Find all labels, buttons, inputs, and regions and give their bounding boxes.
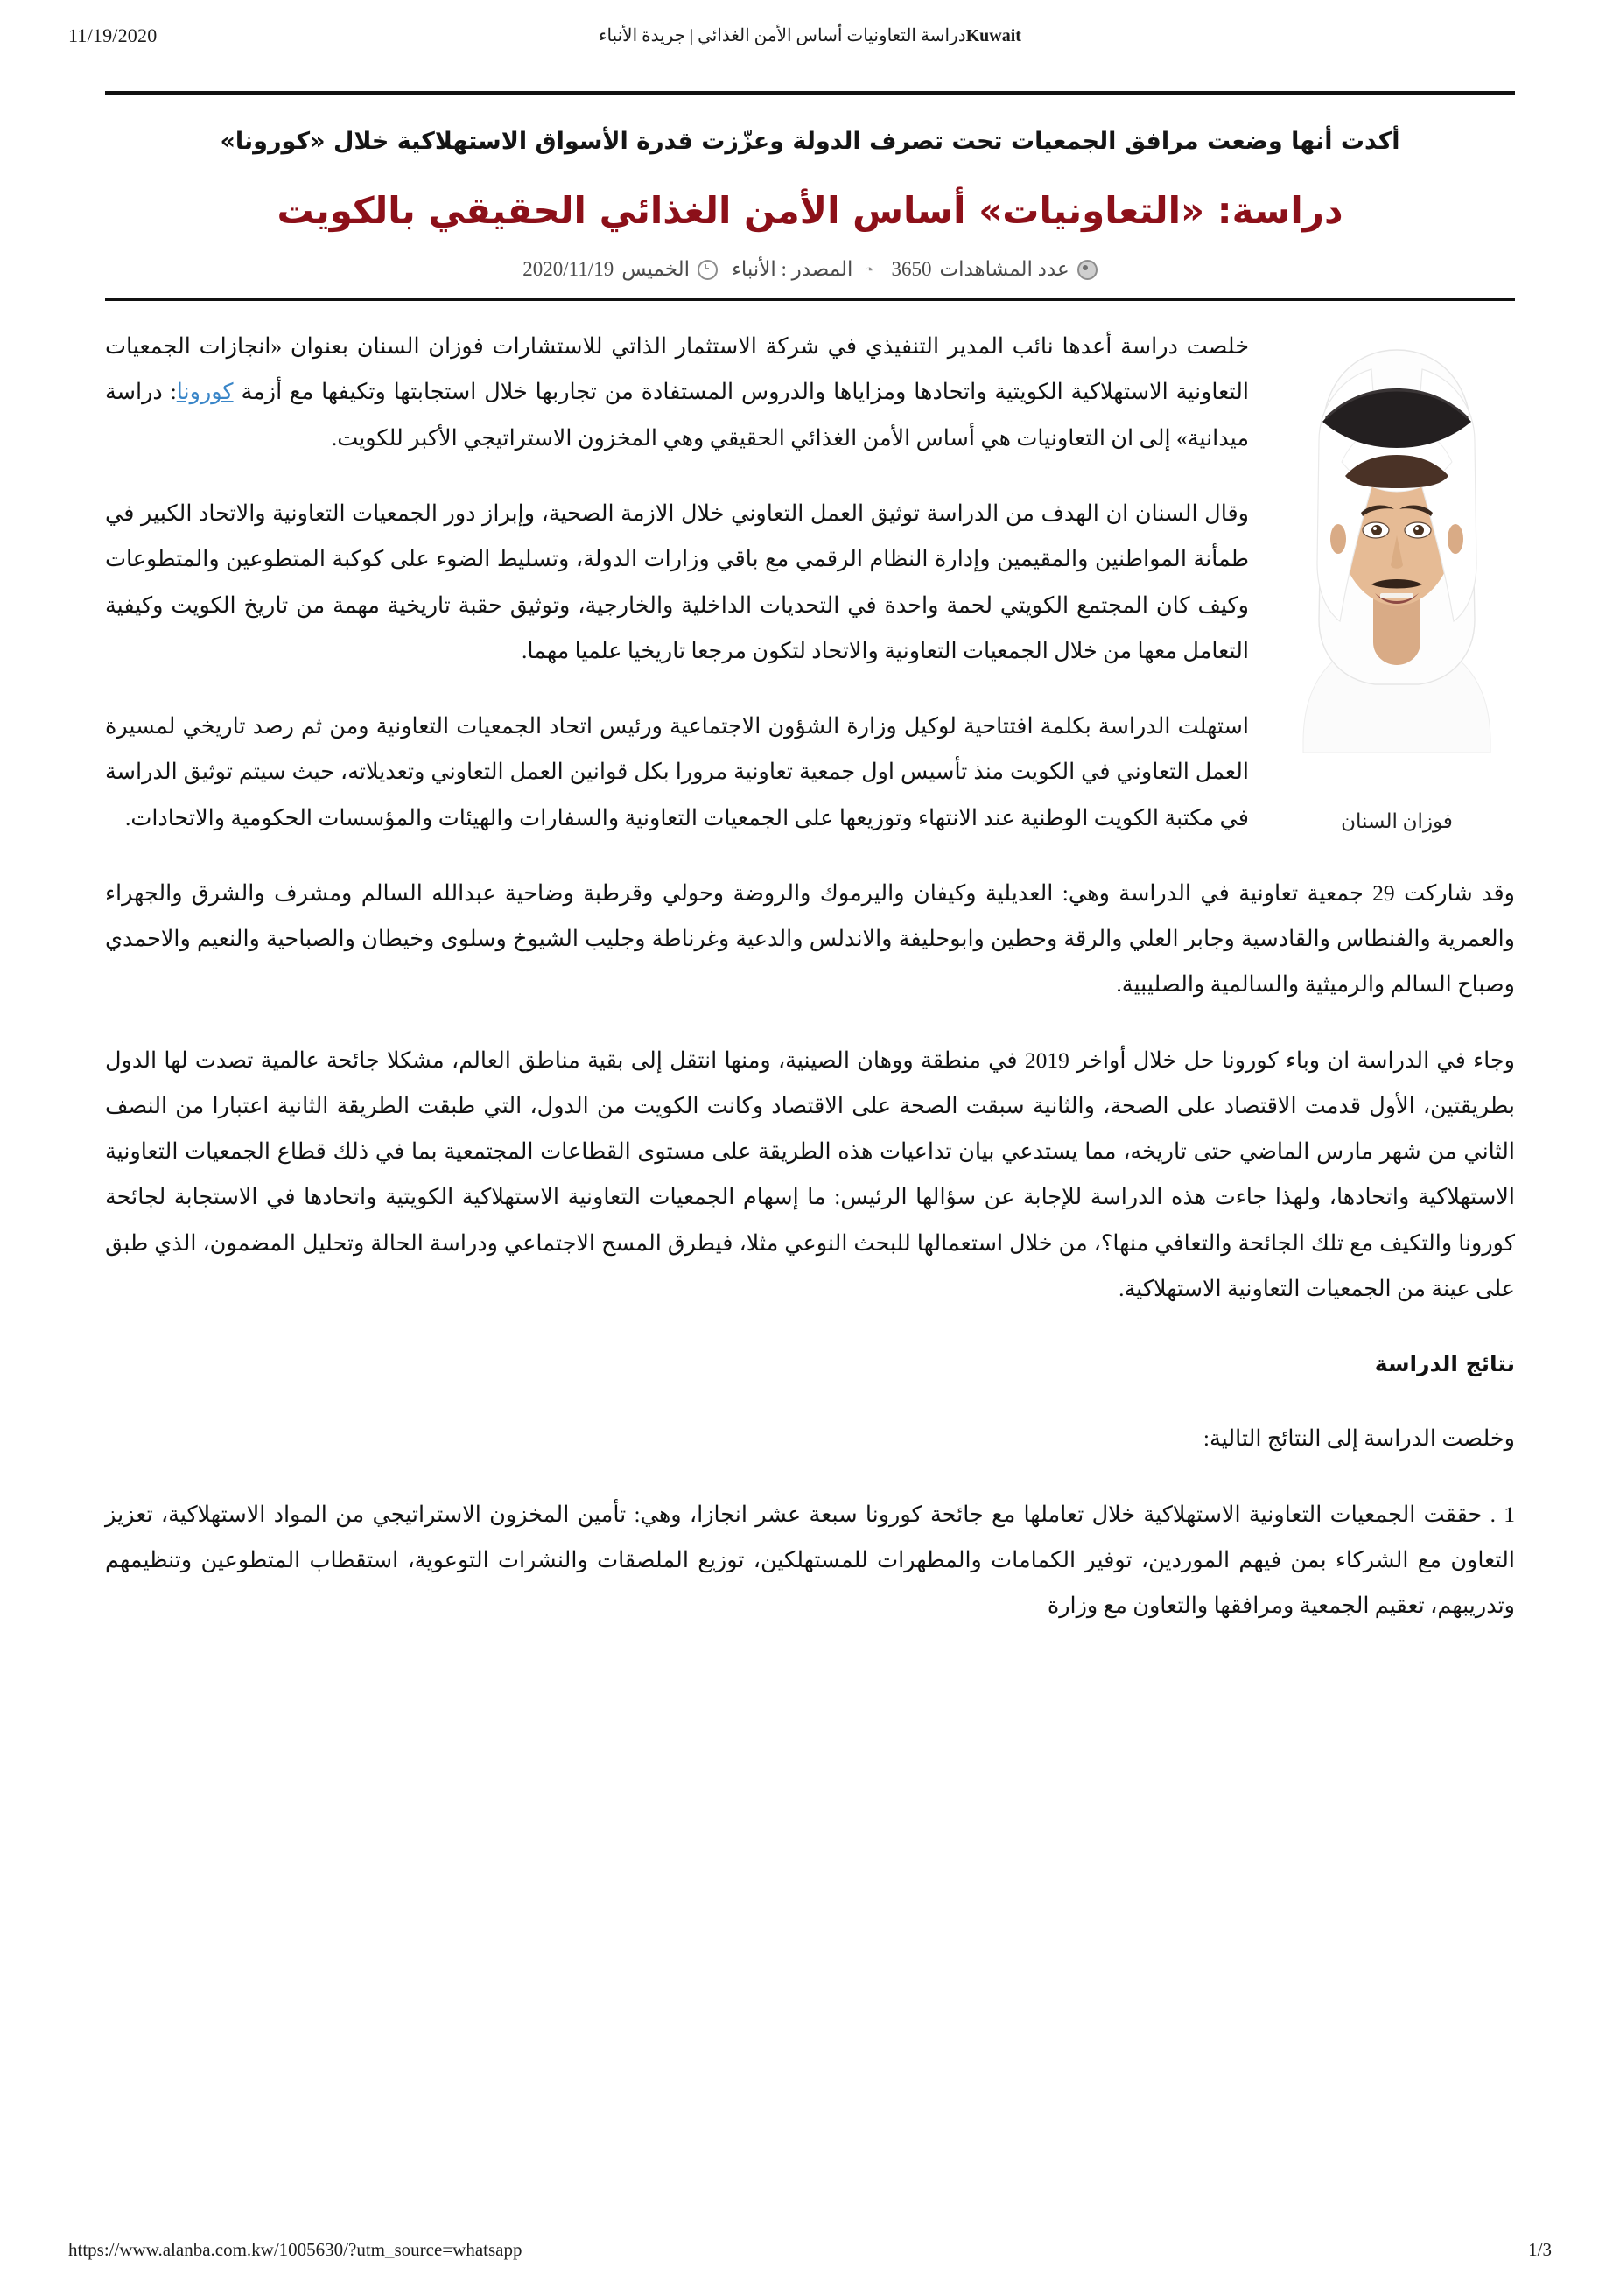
- article-meta-row: [105, 258, 1515, 281]
- figure-caption: فوزان السنان: [1341, 810, 1453, 833]
- result-item-1: 1 . حققت الجمعيات التعاونية الاستهلاكية خلال تعاملها مع جائحة كورونا سبعة عشر انجازا، وهي: تأمين المخزون الاستراتيجي من المواد الاستهلاكية، تعزيز التعاون مع الشركاء بمن فيهم الموردين، توفير الكمامات والمطهرات للمستهلكين، توزيع الملصقات والنشرات التوعوية، استقطاب المتطوعين وتنظيمهم وتدريبهم، تعقيم الجمعية ومرافقها والتعاون مع وزارة: [105, 1501, 1515, 1619]
- article-container: [105, 112, 1515, 2191]
- article-kicker: أكدت أنها وضعت مرافق الجمعيات تحت تصرف الدولة وعزّزت قدرة الأسواق الاستهلاكية خلال «كورونا»: [220, 128, 1400, 155]
- page-bottom-mask: [105, 2180, 1515, 2210]
- footer-page-number: 1/3: [1528, 2239, 1552, 2260]
- print-header-title-arabic: دراسة التعاونيات أساس الأمن الغذائي | جريدة الأنباء: [599, 26, 966, 46]
- p1-part-b: : دراسة ميدانية» إلى ان التعاونيات هي أساس الأمن الغذائي الحقيقي وهي المخزون الاستراتيجي الأكبر للكويت.: [105, 379, 1249, 451]
- p1-part-a: خلصت دراسة أعدها نائب المدير التنفيذي في شركة الاستثمار الذاتي للاستشارات فوزان السنان بعنوان «انجازات الجمعيات التعاونية الاستهلاكية الكويتية واتحادها ومزاياها والدروس المستفادة من تجاربها خلال استجابتها وتكيفها مع أزمة: [105, 333, 1249, 405]
- paragraph-2: وقال السنان ان الهدف من الدراسة توثيق العمل التعاوني خلال الازمة الصحية، وإبراز دور الجمعيات التعاونية والاتحاد الكبير في طمأنة المواطنين والمقيمين وإدارة النظام الرقمي مع باقي وزارات الدولة، وتسليط الضوء على كوكبة المتطوعين والمتطوعات وكيف كان المجتمع الكويتي لحمة واحدة في التحديات الداخلية والخارجية، وتوثيق حقبة تاريخية مهمة من تاريخ الكويت وكيفية التعامل معها من خلال الجمعيات التعاونية والاتحاد لتكون مرجعا تاريخيا علميا مهما.: [105, 500, 1249, 663]
- print-header-title: [0, 24, 1620, 46]
- views-icon: [1077, 260, 1098, 280]
- header-divider: [105, 91, 1515, 95]
- meta-views-count: 3650: [891, 258, 932, 281]
- clock-icon: [698, 260, 718, 280]
- paragraph-4: وقد شاركت 29 جمعية تعاونية في الدراسة وهي: العديلية وكيفان واليرموك والروضة وحولي وقرطبة وضاحية عبدالله السالم ومشرف والشرق والجهراء والعمرية والفنطاس والقادسية وجابر العلي والرقة وحطين وابوحليفة والاندلس والدعية وغرناطة وجليب الشيوخ وسلوى وخيطان والصباحية والنعيم والاحمدي وصباح السالم والرميثية والسالمية والصليبية.: [105, 879, 1516, 998]
- meta-date-group: [522, 258, 718, 281]
- article-figure: [1279, 331, 1515, 833]
- meta-source-group[interactable]: [732, 258, 877, 281]
- rss-icon: ◔: [864, 261, 874, 278]
- meta-day: الخميس: [621, 258, 691, 281]
- meta-divider: [105, 298, 1515, 301]
- portrait-photo: [1287, 331, 1506, 803]
- paragraph-3: استهلت الدراسة بكلمة افتتاحية لوكيل وزارة الشؤون الاجتماعية ورئيس اتحاد الجمعيات التعاونية ومن ثم رصد تاريخي لمسيرة العمل التعاوني في الكويت منذ تأسيس اول جمعية تعاونية مرورا بكل قوانين العمل التعاوني وتعديلاته، حيث سيتم توثيق الدراسة في مكتبة الكويت الوطنية عند الانتهاء وتوزيعها على الجمعيات التعاونية والسفارات والهيئات والمؤسسات الحكومية والاتحادات.: [105, 713, 1249, 830]
- section-heading-results: نتائج الدراسة: [1374, 1351, 1515, 1377]
- meta-views-group: [891, 258, 1097, 281]
- print-footer: [68, 2239, 1552, 2261]
- footer-url[interactable]: https://www.alanba.com.kw/1005630/?utm_source=whatsapp: [68, 2239, 522, 2260]
- meta-date: 2020/11/19: [522, 258, 614, 281]
- meta-views-label: عدد المشاهدات: [939, 258, 1069, 281]
- meta-source: المصدر : الأنباء: [732, 258, 853, 281]
- print-header-title-latin: Kuwait: [965, 26, 1021, 46]
- print-header: [0, 24, 1620, 60]
- paragraph-5: وجاء في الدراسة ان وباء كورونا حل خلال أواخر 2019 في منطقة ووهان الصينية، ومنها انتقل إلى بقية مناطق العالم، مشكلا جائحة عالمية تصدت لها الدول بطريقتين، الأول قدمت الاقتصاد على الصحة، والثانية سبقت الصحة على الاقتصاد وكانت الكويت من الدول، التي طبقت الطريقة الثانية اعتبارا من النصف الثاني من شهر مارس الماضي حتى تاريخه، مما يستدعي بيان تداعيات هذه الطريقة على مستوى القطاعات المجتمعية بما في ذلك قطاع الجمعيات التعاونية الاستهلاكية واتحادها، ولهذا جاءت هذه الدراسة للإجابة عن سؤالها الرئيس: ما إسهام الجمعيات التعاونية الاستهلاكية الكويتية واتحادها في الاستجابة لجائحة كورونا والتكيف مع تلك الجائحة والتعافي منها؟، من خلال استعمالها للبحث النوعي مثلا، فيطرق المسح الاجتماعي ودراسة الحالة وتحليل المضمون، الذي طبق على عينة من الجمعيات التعاونية الاستهلاكية.: [105, 1046, 1515, 1301]
- article-headline: دراسة: «التعاونيات» أساس الأمن الغذائي الحقيقي بالكويت: [277, 188, 1343, 232]
- results-intro: وخلصت الدراسة إلى النتائج التالية:: [1203, 1425, 1515, 1452]
- corona-link[interactable]: كورونا: [176, 379, 234, 405]
- print-header-date: 11/19/2020: [68, 24, 158, 46]
